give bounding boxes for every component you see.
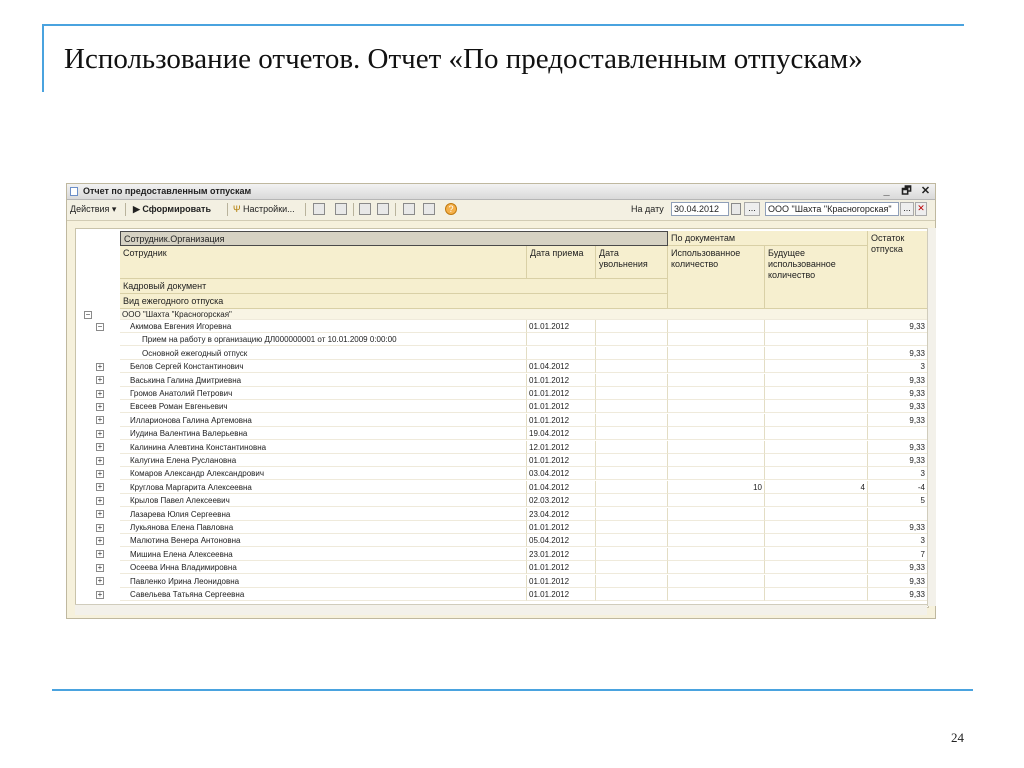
used-qty-cell [668, 454, 765, 467]
date-select-button[interactable]: ... [744, 202, 760, 216]
dismiss-date-cell [596, 508, 668, 521]
organization-select-button[interactable]: ... [900, 202, 914, 216]
org-row[interactable] [120, 309, 929, 320]
remaining-cell: 9,33 [868, 320, 928, 333]
dismiss-date-cell [596, 414, 668, 427]
collapse-row-icon[interactable]: − [97, 321, 103, 331]
future-qty-cell: 4 [765, 481, 868, 494]
hire-date-cell: 03.04.2012 [527, 467, 596, 480]
actions-menu[interactable]: Действия ▾ [70, 204, 117, 214]
hire-date-cell: 01.01.2012 [527, 320, 596, 333]
future-qty-cell [765, 374, 868, 387]
hire-date-cell [527, 333, 596, 346]
org-name: ООО "Шахта "Красногорская" [120, 309, 928, 320]
future-qty-cell [765, 347, 868, 360]
header-by-documents: По документам [668, 231, 868, 246]
used-qty-cell [668, 467, 765, 480]
used-qty-cell [668, 333, 765, 346]
future-qty-cell [765, 521, 868, 534]
employee-name: Мишина Елена Алексеевна [120, 548, 527, 561]
dismiss-date-cell [596, 360, 668, 373]
expand-row-icon[interactable]: + [97, 535, 103, 545]
header-hire-date: Дата приема [527, 246, 596, 279]
table-row[interactable] [120, 441, 929, 454]
report-window [66, 183, 936, 619]
used-qty-cell [668, 347, 765, 360]
used-qty-cell [668, 561, 765, 574]
used-qty-cell: 10 [668, 481, 765, 494]
expand-row-icon[interactable]: + [97, 482, 103, 492]
table-row[interactable] [120, 454, 929, 467]
dismiss-date-cell [596, 347, 668, 360]
remaining-cell: 7 [868, 548, 928, 561]
expand-row-icon[interactable]: + [97, 495, 103, 505]
toolbar-separator [305, 203, 306, 216]
generate-button[interactable]: ▶ Сформировать [133, 204, 211, 214]
remaining-cell [868, 333, 928, 346]
dismiss-date-cell [596, 534, 668, 547]
used-qty-cell [668, 360, 765, 373]
header-dismiss-date: Дата увольнения [596, 246, 668, 279]
table-row[interactable] [120, 400, 929, 413]
remaining-cell: 9,33 [868, 400, 928, 413]
table-icon[interactable] [377, 203, 389, 215]
report-grid [75, 228, 929, 608]
collapse-icon[interactable] [423, 203, 435, 215]
frame-bottom-line [52, 689, 973, 691]
expand-row-icon[interactable]: + [97, 375, 103, 385]
header-employee: Сотрудник [120, 246, 527, 279]
dismiss-date-cell [596, 588, 668, 601]
expand-row-icon[interactable]: + [97, 468, 103, 478]
table-row[interactable] [120, 427, 929, 440]
remaining-cell [868, 427, 928, 440]
vacation-type-name: Основной ежегодный отпуск [120, 347, 527, 360]
expand-row-icon[interactable]: + [97, 442, 103, 452]
toolbar-separator [227, 203, 228, 216]
hire-date-cell: 01.01.2012 [527, 400, 596, 413]
hire-date-cell [527, 347, 596, 360]
hire-date-cell: 23.01.2012 [527, 548, 596, 561]
employee-name: Громов Анатолий Петрович [120, 387, 527, 400]
dismiss-date-cell [596, 494, 668, 507]
dismiss-date-cell [596, 575, 668, 588]
table-row[interactable] [120, 534, 929, 547]
hire-date-cell: 01.01.2012 [527, 414, 596, 427]
used-qty-cell [668, 400, 765, 413]
dismiss-date-cell [596, 333, 668, 346]
used-qty-cell [668, 427, 765, 440]
table-row[interactable] [120, 414, 929, 427]
table-row[interactable] [120, 588, 929, 601]
hire-date-cell: 01.01.2012 [527, 387, 596, 400]
remaining-cell: 5 [868, 494, 928, 507]
dismiss-date-cell [596, 387, 668, 400]
calendar-icon[interactable] [731, 203, 741, 215]
future-qty-cell [765, 400, 868, 413]
collapse-org-icon[interactable]: − [85, 310, 91, 319]
table-row[interactable] [120, 481, 929, 494]
expand-row-icon[interactable]: + [97, 562, 103, 572]
date-field[interactable]: 30.04.2012 [671, 202, 729, 216]
dismiss-date-cell [596, 320, 668, 333]
header-future-qty: Будущее использованное количество [765, 246, 868, 309]
table-row[interactable] [120, 561, 929, 574]
expand-row-icon[interactable]: + [97, 509, 103, 519]
employee-name: Калинина Алевтина Константиновна [120, 441, 527, 454]
employee-name: Лукьянова Елена Павловна [120, 521, 527, 534]
remaining-cell: 3 [868, 467, 928, 480]
remaining-cell: 9,33 [868, 441, 928, 454]
hire-date-cell: 01.01.2012 [527, 454, 596, 467]
employee-name: Павленко Ирина Леонидовна [120, 575, 527, 588]
hire-date-cell: 01.01.2012 [527, 588, 596, 601]
dismiss-date-cell [596, 400, 668, 413]
settings-label: Настройки... [243, 204, 295, 214]
expand-row-icon[interactable]: + [97, 401, 103, 411]
future-qty-cell [765, 333, 868, 346]
future-qty-cell [765, 575, 868, 588]
remaining-cell: 3 [868, 534, 928, 547]
future-qty-cell [765, 534, 868, 547]
table-row[interactable] [120, 548, 929, 561]
window-title: Отчет по предоставленным отпускам [83, 186, 252, 196]
dismiss-date-cell [596, 427, 668, 440]
help-icon[interactable]: ? [445, 203, 457, 215]
future-qty-cell [765, 467, 868, 480]
hire-date-cell: 01.04.2012 [527, 360, 596, 373]
remaining-cell: 9,33 [868, 588, 928, 601]
remaining-cell [868, 508, 928, 521]
remaining-cell: 9,33 [868, 521, 928, 534]
expand-row-icon[interactable]: + [97, 361, 103, 371]
expand-row-icon[interactable]: + [97, 455, 103, 465]
table-row[interactable] [120, 508, 929, 521]
dismiss-date-cell [596, 521, 668, 534]
remaining-cell: 9,33 [868, 575, 928, 588]
employee-name: Илларионова Галина Артемовна [120, 414, 527, 427]
remaining-cell: 9,33 [868, 347, 928, 360]
remaining-cell: 3 [868, 360, 928, 373]
hire-date-cell: 01.01.2012 [527, 561, 596, 574]
employee-name: Савельева Татьяна Сергеевна [120, 588, 527, 601]
date-label: На дату [631, 204, 664, 214]
used-qty-cell [668, 441, 765, 454]
print-icon[interactable] [313, 203, 325, 215]
expand-row-icon[interactable]: + [97, 589, 103, 599]
dismiss-date-cell [596, 548, 668, 561]
remaining-cell: -4 [868, 481, 928, 494]
table-row[interactable] [120, 333, 929, 346]
employee-name: Евсеев Роман Евгеньевич [120, 400, 527, 413]
used-qty-cell [668, 548, 765, 561]
dismiss-date-cell [596, 441, 668, 454]
header-remaining: Остаток отпуска [868, 231, 928, 309]
save-icon[interactable] [335, 203, 347, 215]
table-row[interactable] [120, 320, 929, 333]
employee-name: Комаров Александр Александрович [120, 467, 527, 480]
future-qty-cell [765, 454, 868, 467]
employee-name: Осеева Инна Владимировна [120, 561, 527, 574]
expand-row-icon[interactable]: + [97, 388, 103, 398]
table-row[interactable] [120, 360, 929, 373]
future-qty-cell [765, 387, 868, 400]
future-qty-cell [765, 494, 868, 507]
employee-name: Белов Сергей Константинович [120, 360, 527, 373]
toolbar-separator [125, 203, 126, 216]
employee-name: Круглова Маргарита Алексеевна [120, 481, 527, 494]
frame-top-line [42, 24, 964, 26]
expand-row-icon[interactable]: + [97, 415, 103, 425]
header-vacation-type: Вид ежегодного отпуска [120, 294, 668, 309]
future-qty-cell [765, 360, 868, 373]
hire-date-cell: 19.04.2012 [527, 427, 596, 440]
dismiss-date-cell [596, 454, 668, 467]
hire-date-cell: 12.01.2012 [527, 441, 596, 454]
dismiss-date-cell [596, 481, 668, 494]
future-qty-cell [765, 414, 868, 427]
dismiss-date-cell [596, 467, 668, 480]
used-qty-cell [668, 374, 765, 387]
expand-row-icon[interactable]: + [97, 576, 103, 586]
hire-date-cell: 02.03.2012 [527, 494, 596, 507]
remaining-cell: 9,33 [868, 454, 928, 467]
table-row[interactable] [120, 347, 929, 360]
table-row[interactable] [120, 521, 929, 534]
hire-date-cell: 01.01.2012 [527, 374, 596, 387]
employee-name: Лазарева Юлия Сергеевна [120, 508, 527, 521]
table-row[interactable] [120, 575, 929, 588]
employee-name: Калугина Елена Руслановна [120, 454, 527, 467]
hire-date-cell: 01.04.2012 [527, 481, 596, 494]
hire-date-cell: 01.01.2012 [527, 521, 596, 534]
used-qty-cell [668, 494, 765, 507]
expand-icon[interactable] [403, 203, 415, 215]
expand-row-icon[interactable]: + [97, 549, 103, 559]
employee-name: Васькина Галина Дмитриевна [120, 374, 527, 387]
dismiss-date-cell [596, 561, 668, 574]
employee-name: Малютина Венера Антоновна [120, 534, 527, 547]
toolbar [67, 200, 935, 221]
future-qty-cell [765, 548, 868, 561]
used-qty-cell [668, 521, 765, 534]
hire-date-cell: 23.04.2012 [527, 508, 596, 521]
page-number: 24 [951, 730, 964, 745]
dismiss-date-cell [596, 374, 668, 387]
future-qty-cell [765, 508, 868, 521]
horizontal-scrollbar[interactable] [75, 604, 927, 615]
window-titlebar[interactable] [67, 184, 935, 200]
close-button[interactable]: ✕ [920, 185, 931, 197]
organization-field[interactable]: ООО "Шахта "Красногорская" [765, 202, 899, 216]
table-row[interactable] [120, 467, 929, 480]
used-qty-cell [668, 588, 765, 601]
used-qty-cell [668, 534, 765, 547]
future-qty-cell [765, 320, 868, 333]
employee-name: Крылов Павел Алексеевич [120, 494, 527, 507]
header-personnel-doc: Кадровый документ [120, 279, 668, 294]
future-qty-cell [765, 427, 868, 440]
employee-name: Иудина Валентина Валерьевна [120, 427, 527, 440]
settings-button[interactable] [233, 204, 295, 214]
header-used-qty: Использованное количество [668, 246, 765, 309]
toolbar-separator [353, 203, 354, 216]
toolbar-separator [395, 203, 396, 216]
table-row[interactable] [120, 374, 929, 387]
remaining-cell: 9,33 [868, 387, 928, 400]
hire-date-cell: 05.04.2012 [527, 534, 596, 547]
used-qty-cell [668, 320, 765, 333]
remaining-cell: 9,33 [868, 414, 928, 427]
slide-title: Использование отчетов. Отчет «По предоставленным отпускам» [64, 43, 863, 75]
future-qty-cell [765, 588, 868, 601]
settings-icon: Ψ [233, 204, 241, 214]
expand-row-icon[interactable]: + [97, 522, 103, 532]
filter-icon[interactable] [359, 203, 371, 215]
remaining-cell: 9,33 [868, 561, 928, 574]
report-icon [70, 187, 78, 196]
used-qty-cell [668, 414, 765, 427]
employee-name: Акимова Евгения Игоревна [120, 320, 527, 333]
header-org-group: Сотрудник.Организация [120, 231, 668, 246]
vertical-scrollbar[interactable] [927, 228, 936, 606]
expand-row-icon[interactable]: + [97, 428, 103, 438]
table-row[interactable] [120, 494, 929, 507]
used-qty-cell [668, 508, 765, 521]
used-qty-cell [668, 387, 765, 400]
future-qty-cell [765, 441, 868, 454]
frame-left-line [42, 24, 44, 92]
minimize-button[interactable]: _ [883, 185, 890, 197]
future-qty-cell [765, 561, 868, 574]
hire-date-cell: 01.01.2012 [527, 575, 596, 588]
restore-button[interactable]: 🗗 [901, 185, 912, 197]
clear-icon[interactable]: ✕ [915, 202, 927, 216]
table-row[interactable] [120, 387, 929, 400]
used-qty-cell [668, 575, 765, 588]
remaining-cell: 9,33 [868, 374, 928, 387]
personnel-doc-name: Прием на работу в организацию ДЛ000000001 от 10.01.2009 0:00:00 [120, 333, 527, 346]
